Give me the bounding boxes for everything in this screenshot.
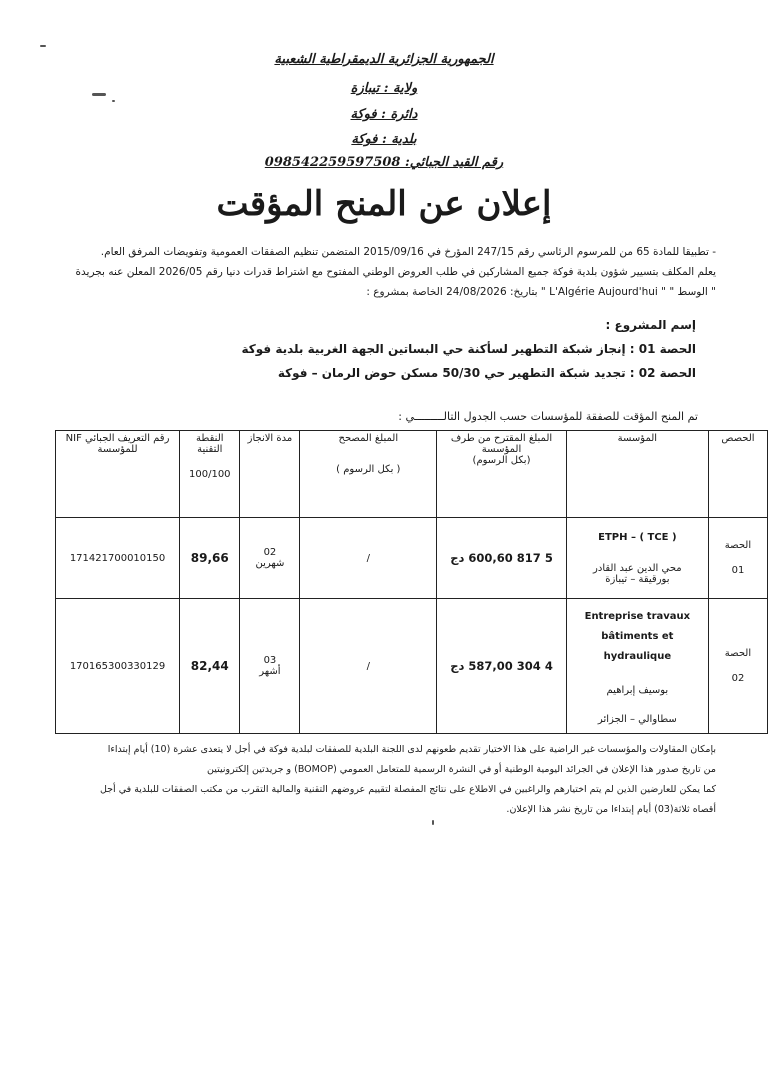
- cell-company: [566, 599, 708, 734]
- table-caption: تم المنح المؤقت للصفقة للمؤسسات حسب الجدول التالـــــــــي :: [398, 410, 698, 423]
- company-place: سطاوالي – الجزائر: [597, 714, 677, 725]
- header-wilaya: ولاية : تيبازة: [350, 81, 418, 96]
- lot-label: الحصة: [724, 648, 752, 659]
- lot-label: الحصة: [724, 540, 752, 551]
- cell-duration: [240, 518, 300, 599]
- intro-line-2: يعلم المكلف بتسيير شؤون بلدية فوكة جميع المشاركين في طلب العروض الوطني المفتوح مع اشتراط قدرات دنيا رقم 2026/05 المعلن عنه بجريدة: [75, 266, 716, 278]
- page-title: إعلان عن المنح المؤقت: [216, 184, 552, 224]
- header-corrected-label: المبلغ المصحح: [338, 433, 399, 444]
- header-proposed-label: المبلغ المقترح من طرف المؤسسة: [450, 433, 553, 455]
- footer-line-3: كما يمكن للعارضين الذين لم يتم اختيارهم والراغبين في الاطلاع على نتائج المفصلة لتقييم عروضهم التقنية والمالية التقرب من مكتب الصفقات للبلدية في أجل: [99, 784, 716, 795]
- header-nif: رقم التعريف الجبائي NIF للمؤسسة: [56, 431, 180, 518]
- header-score-label: النقطة التقنية: [196, 433, 224, 455]
- cell-score: 82,44: [180, 599, 240, 734]
- header-republic: الجمهورية الجزائرية الديمقراطية الشعبية: [274, 52, 494, 67]
- cell-company: [566, 518, 708, 599]
- header-proposed-note: (بكل الرسوم): [472, 455, 531, 466]
- footer-line-4: أقصاه ثلاثة(03) أيام إبتداءا من تاريخ نشر هذا الإعلان.: [506, 804, 716, 815]
- scan-speck: [40, 45, 46, 47]
- table-row: [56, 599, 768, 734]
- intro-line-3: " الوسط " " L'Algérie Aujourd'hui " بتاريخ: 24/08/2026 الخاصة بمشروع :: [366, 286, 716, 298]
- cell-nif: 170165300330129: [56, 599, 180, 734]
- cell-score: 89,66: [180, 518, 240, 599]
- duration-unit: أشهر: [259, 666, 281, 677]
- duration-number: 02: [263, 547, 277, 558]
- duration-unit: شهرين: [255, 558, 285, 569]
- cell-nif: 171421700010150: [56, 518, 180, 599]
- company-name: ETPH – ( TCE ): [598, 531, 677, 543]
- scan-speck: [112, 100, 115, 102]
- header-commune: بلدية : فوكة: [351, 132, 417, 147]
- project-lot-1: الحصة 01 : إنجاز شبكة التطهير لسأكنة حي البساتين الجهة الغربية بلدية فوكة: [241, 342, 696, 356]
- cell-duration: [240, 599, 300, 734]
- header-score-note: 100/100: [189, 469, 231, 480]
- header-corrected: [300, 431, 437, 518]
- cell-corrected: /: [300, 518, 437, 599]
- intro-line-1: - تطبيقا للمادة 65 من للمرسوم الرئاسي رقم 247/15 المؤرخ في 2015/09/16 المتضمن تنظيم الصفقات العمومية وتفويضات المرفق العام.: [100, 246, 716, 258]
- company-owner: بوسيف إبراهيم: [606, 685, 669, 696]
- header-proposed: [437, 431, 567, 518]
- header-duration: مدة الانجاز: [240, 431, 300, 518]
- project-heading: إسم المشروع :: [605, 318, 696, 332]
- header-daira: دائرة : فوكة: [350, 107, 418, 122]
- header-company: المؤسسة: [566, 431, 708, 518]
- award-table: [55, 430, 768, 734]
- cell-corrected: /: [300, 599, 437, 734]
- footer-line-2: من تاريخ صدور هذا الإعلان في الجرائد اليومية الوطنية أو في النشرة الرسمية للمتعامل العمومي (BOMOP) و جريدتين إلكترونيتين: [207, 764, 716, 775]
- company-place: بورقيقة – تيبازة: [605, 573, 670, 585]
- cell-proposed: 5 817 600,60 دج: [437, 518, 567, 599]
- project-lot-2: الحصة 02 : تجديد شبكة التطهير حي 50/30 مسكن حوض الرمان – فوكة: [277, 366, 696, 380]
- header-score: [180, 431, 240, 518]
- table-header-row: [56, 431, 768, 518]
- footer-line-1: بإمكان المقاولات والمؤسسات غير الراضية على هذا الاختيار تقديم طعونهم لدى اللجنة البلدية للصفقات لبلدية فوكة في أجل لا يتعدى عشرة (10) أيام إبتداءا: [107, 744, 716, 755]
- cell-lot: [708, 518, 767, 599]
- table-row: [56, 518, 768, 599]
- company-name: Entreprise travaux bâtiments et hydraulique: [584, 611, 691, 662]
- scan-speck: [432, 820, 434, 825]
- header-corrected-note: ( بكل الرسوم ): [336, 464, 401, 475]
- lot-number: 02: [731, 673, 745, 684]
- header-tax-id: رقم القيد الجبائي: 098542259597508: [264, 155, 504, 170]
- company-owner: محي الدين عبد القادر: [593, 562, 682, 574]
- header-lot: الحصص: [708, 431, 767, 518]
- cell-proposed: 4 304 587,00 دج: [437, 599, 567, 734]
- duration-number: 03: [263, 655, 277, 666]
- cell-lot: [708, 599, 767, 734]
- lot-number: 01: [731, 565, 745, 576]
